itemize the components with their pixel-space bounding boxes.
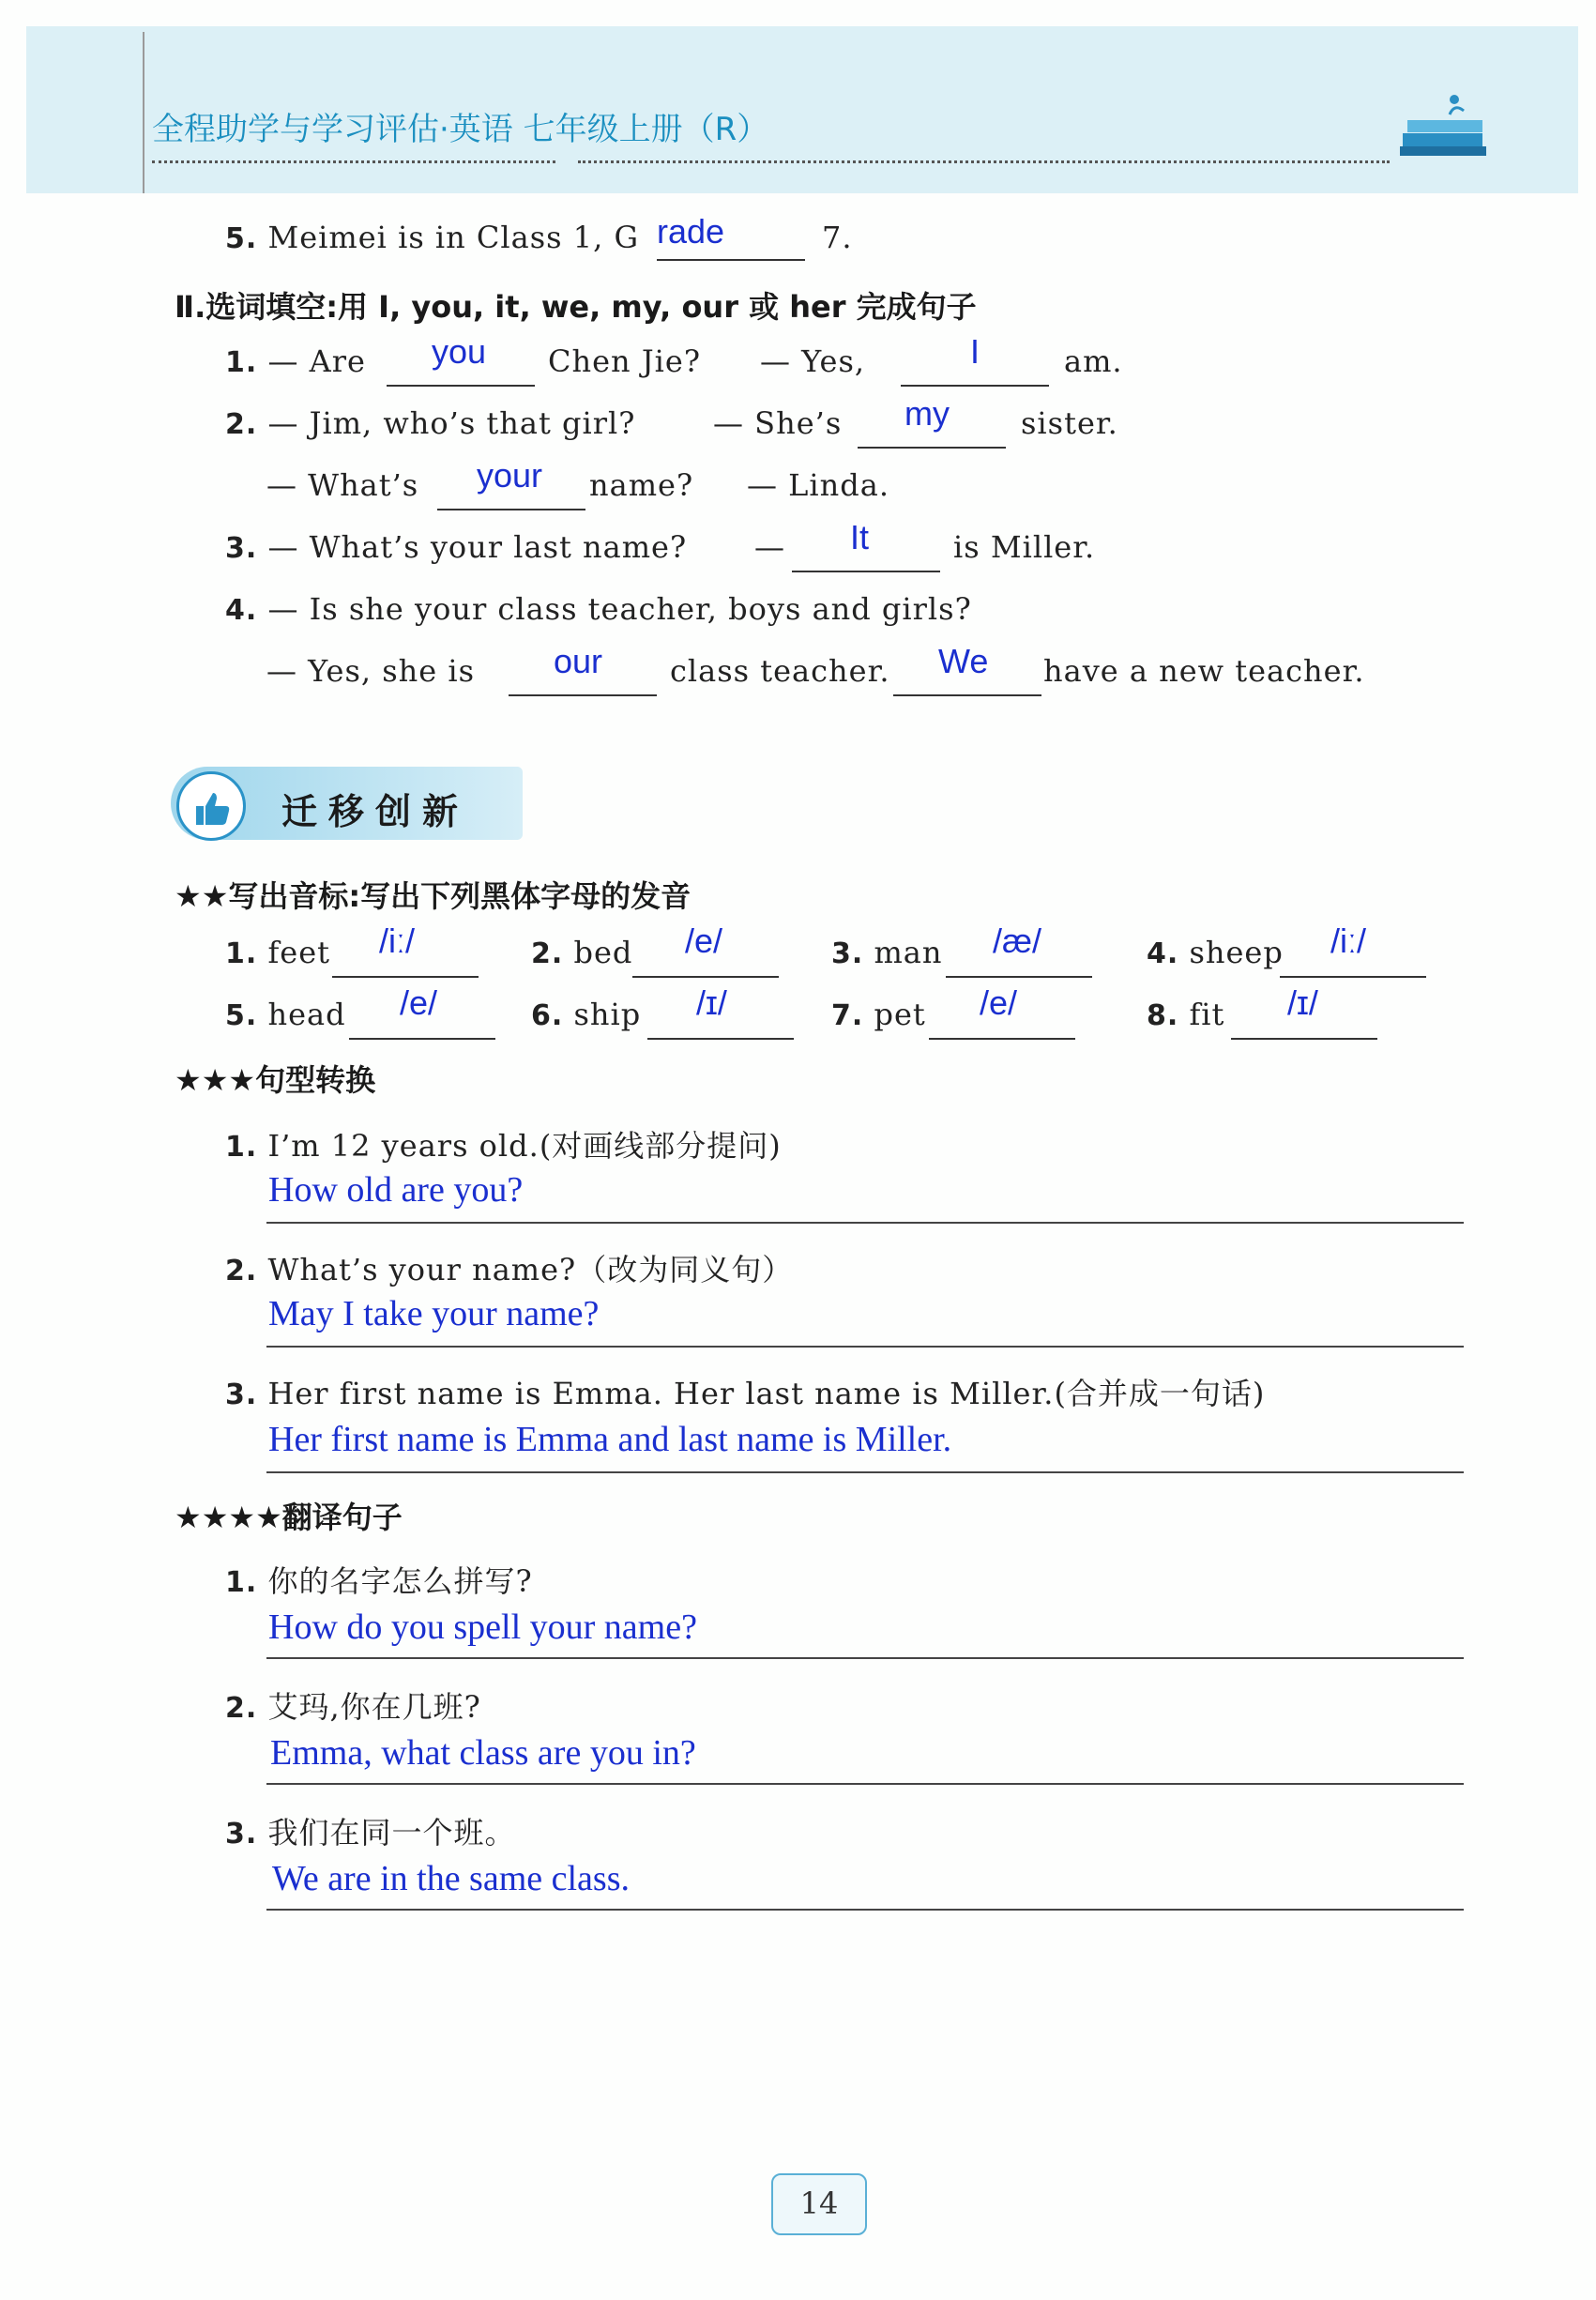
phonetic-item-7: 7. pet bbox=[831, 997, 926, 1032]
books-icon bbox=[1398, 86, 1492, 161]
transform-title: ★★★句型转换 bbox=[175, 1062, 376, 1098]
phonetic-item-1: 1. feet bbox=[225, 935, 331, 970]
answer-sentence: Her first name is Emma and last name is Miller. bbox=[268, 1420, 952, 1459]
blank-line bbox=[509, 694, 657, 696]
answer: /ɪ/ bbox=[1287, 983, 1318, 1022]
header-divider bbox=[143, 32, 144, 193]
translate-item-2: 2. 艾玛,你在几班? bbox=[225, 1689, 481, 1725]
blank-line bbox=[901, 385, 1049, 387]
phonetic-item-2: 2. bed bbox=[531, 935, 633, 970]
answer: our bbox=[554, 642, 603, 680]
fill-item-2: 2. — Jim, who’s that girl? bbox=[225, 405, 636, 441]
fill-item-2b: — What’s bbox=[266, 467, 419, 503]
transform-item-2: 2. What’s your name?（改为同义句） bbox=[225, 1252, 794, 1287]
answer: I bbox=[970, 332, 980, 371]
blank-line bbox=[657, 259, 805, 261]
page-number: 14 bbox=[771, 2173, 867, 2235]
answer: We bbox=[938, 642, 989, 680]
header-dotted-rule bbox=[152, 160, 555, 163]
answer-sentence: Emma, what class are you in? bbox=[270, 1733, 696, 1773]
blank-line bbox=[437, 509, 585, 510]
answer: /e/ bbox=[685, 922, 723, 960]
phonetic-item-8: 8. fit bbox=[1147, 997, 1225, 1032]
answer-sentence: May I take your name? bbox=[268, 1294, 600, 1333]
phonetic-item-5: 5. head bbox=[225, 997, 346, 1032]
fill-item-3: 3. — What’s your last name? bbox=[225, 529, 688, 565]
fill-item-4b: — Yes, she is bbox=[266, 653, 476, 689]
translate-item-3: 3. 我们在同一个班。 bbox=[225, 1815, 516, 1851]
phonetics-title: ★★写出音标:写出下列黑体字母的发音 bbox=[175, 878, 692, 914]
blank-line bbox=[858, 447, 1006, 449]
answer-sentence: How old are you? bbox=[268, 1170, 524, 1210]
thumbs-up-icon bbox=[176, 771, 246, 841]
transform-item-3: 3. Her first name is Emma. Her last name is Miller.(合并成一句话) bbox=[225, 1376, 1266, 1411]
question-5: 5. Meimei is in Class 1, G bbox=[225, 220, 639, 255]
phonetic-item-4: 4. sheep bbox=[1147, 935, 1284, 970]
blank-line bbox=[792, 571, 940, 572]
badge-label: 迁移创新 bbox=[281, 791, 470, 832]
answer-q5: rade bbox=[657, 212, 725, 251]
answer-sentence: We are in the same class. bbox=[272, 1859, 631, 1898]
phonetic-item-6: 6. ship bbox=[531, 997, 642, 1032]
answer: your bbox=[477, 456, 543, 495]
header-title: 全程助学与学习评估·英语 七年级上册（R） bbox=[152, 111, 769, 148]
answer: my bbox=[904, 394, 950, 433]
answer: you bbox=[432, 332, 487, 371]
phonetic-item-3: 3. man bbox=[831, 935, 943, 970]
answer: /iː/ bbox=[379, 922, 416, 960]
blank-line bbox=[387, 385, 535, 387]
header-dotted-rule-right bbox=[578, 160, 1390, 163]
blank-line bbox=[893, 694, 1041, 696]
answer: It bbox=[850, 518, 870, 556]
answer: /e/ bbox=[980, 983, 1018, 1022]
answer: /e/ bbox=[400, 983, 438, 1022]
answer-sentence: How do you spell your name? bbox=[268, 1607, 697, 1647]
section-title: Ⅱ.选词填空:用 I, you, it, we, my, our 或 her 完成句子 bbox=[175, 289, 977, 325]
translate-item-1: 1. 你的名字怎么拼写? bbox=[225, 1563, 533, 1599]
answer: /ɪ/ bbox=[696, 983, 727, 1022]
answer: /æ/ bbox=[993, 922, 1042, 960]
fill-item-4: 4. — Is she your class teacher, boys and girls? bbox=[225, 591, 972, 627]
answer: /iː/ bbox=[1330, 922, 1367, 960]
fill-item-1: 1. — Are bbox=[225, 343, 366, 379]
transform-item-1: 1. I’m 12 years old.(对画线部分提问) bbox=[225, 1128, 782, 1164]
translate-title: ★★★★翻译句子 bbox=[175, 1500, 403, 1535]
